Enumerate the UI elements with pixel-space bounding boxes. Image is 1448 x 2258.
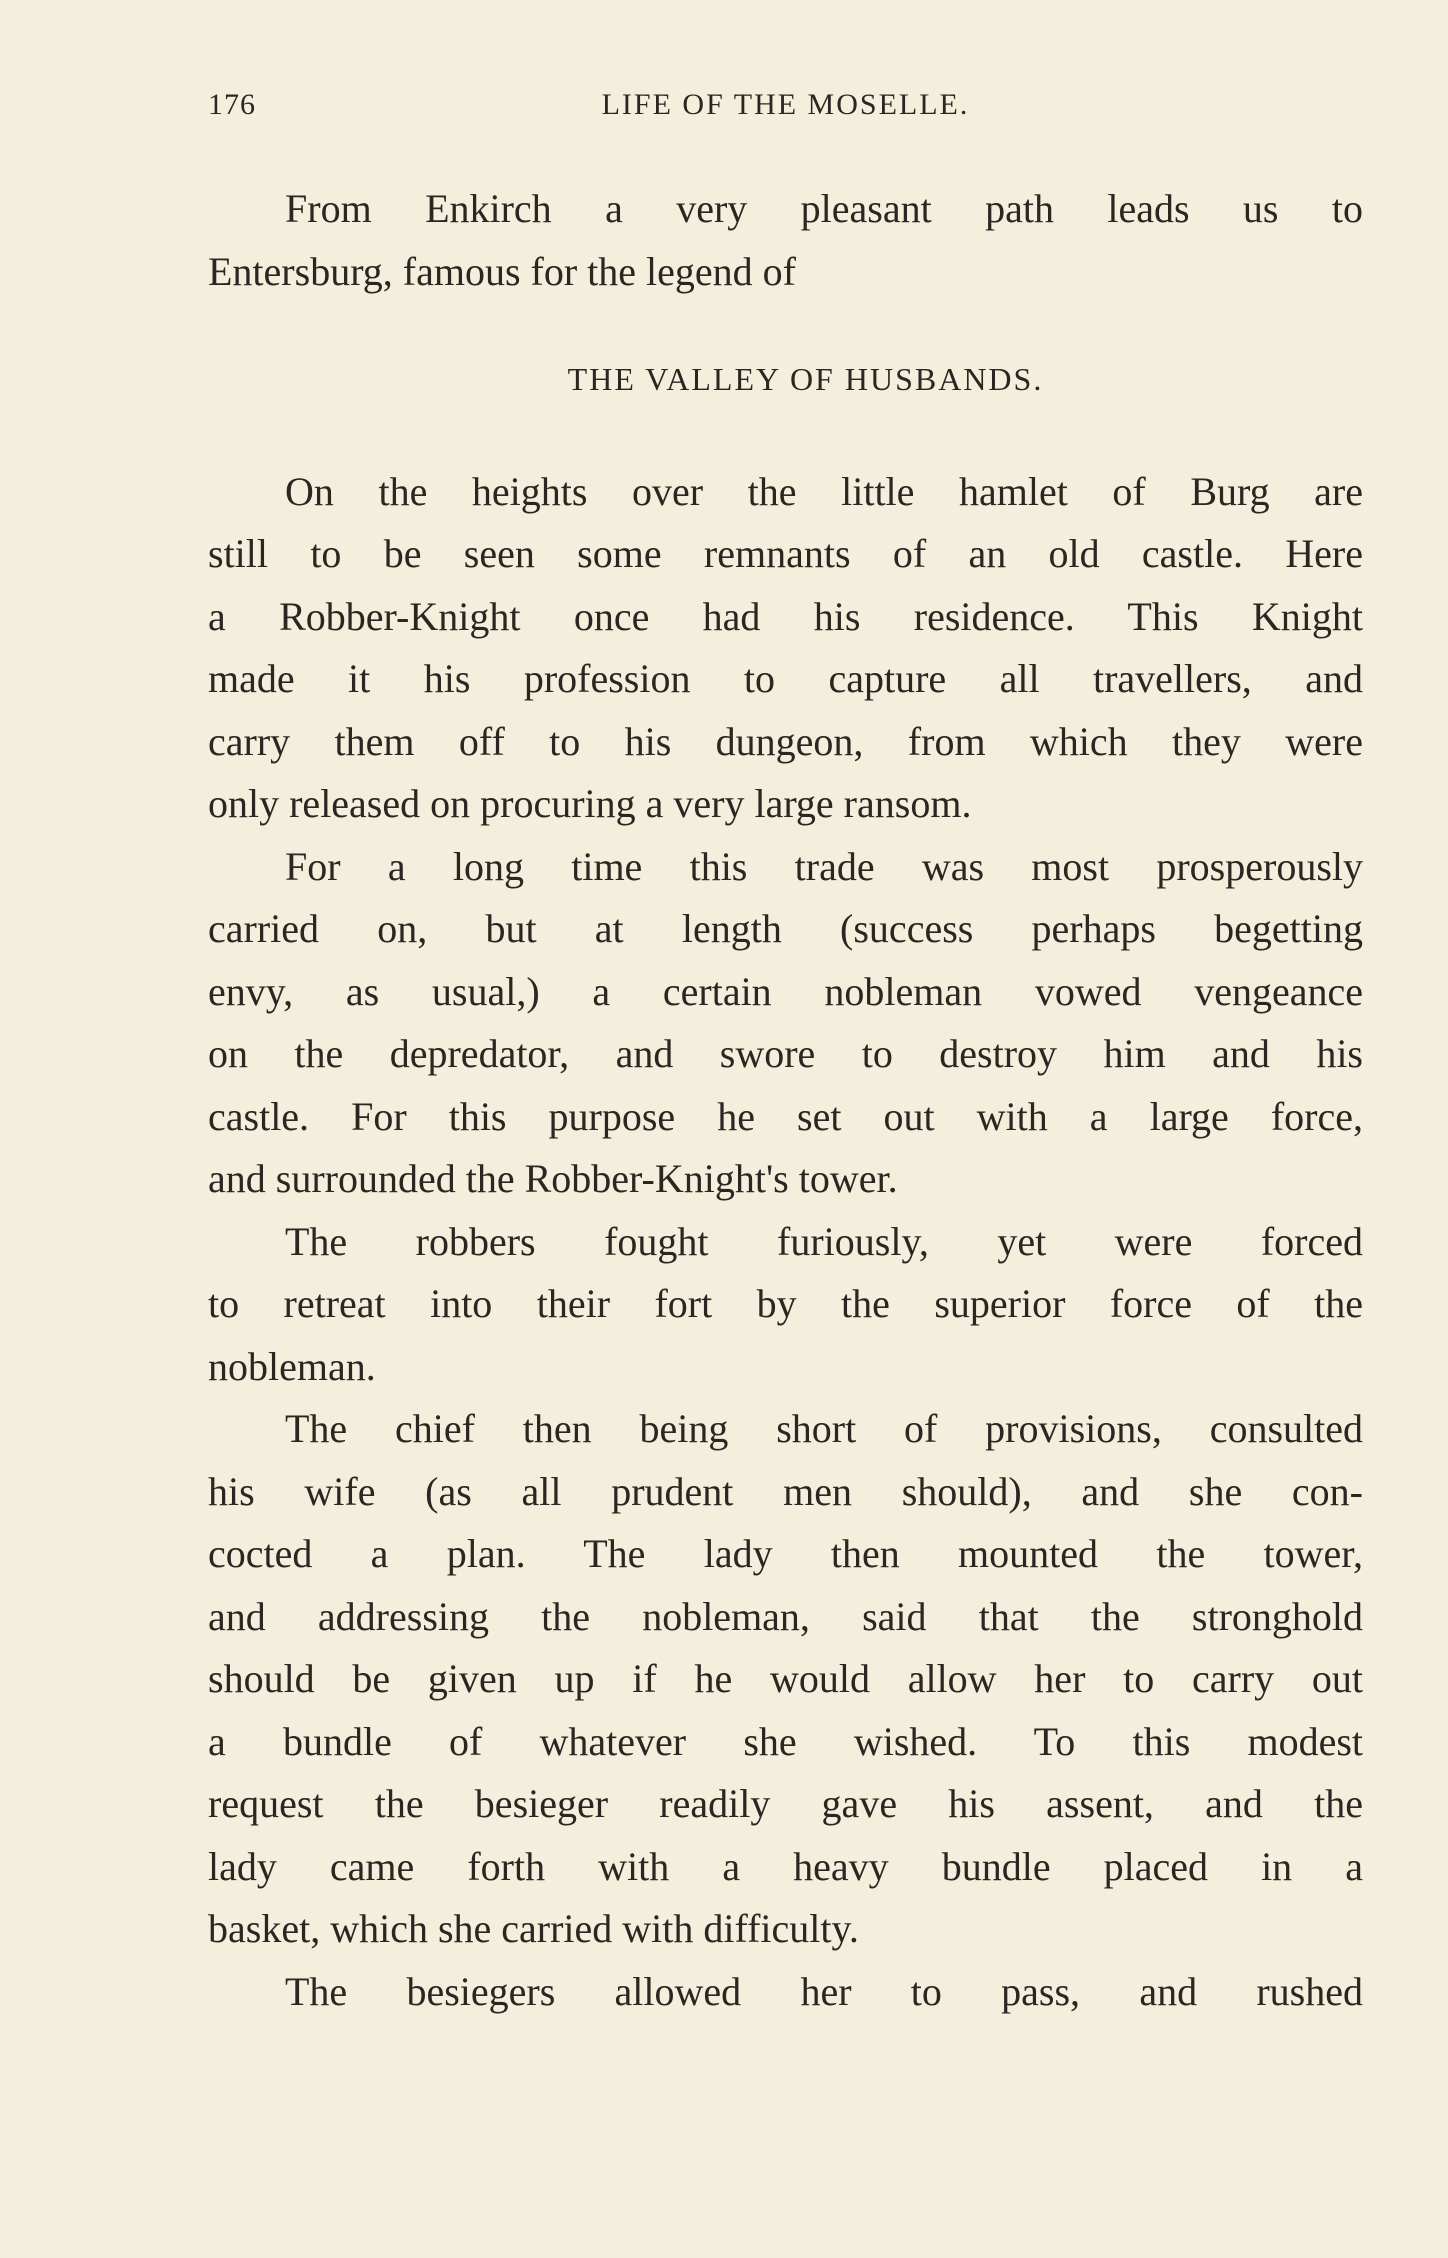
body-line: On the heights over the little hamlet of Burg are: [285, 468, 1363, 514]
body-line: to retreat into their fort by the superior force of the: [208, 1281, 1363, 1326]
section-title: THE VALLEY OF HUSBANDS.: [567, 361, 1044, 397]
body-line: cocted a plan. The lady then mounted the tower,: [208, 1531, 1363, 1576]
body-line: a bundle of whatever she wished. To this modest: [208, 1718, 1363, 1764]
body-line: his wife (as all prudent men should), and she con-: [208, 1468, 1363, 1514]
body-line: carry them off to his dungeon, from which they were: [208, 718, 1363, 764]
page-number: 176: [208, 88, 256, 121]
intro-line: From Enkirch a very pleasant path leads us to: [285, 186, 1363, 231]
body-line: castle. For this purpose he set out with a large force,: [208, 1093, 1363, 1139]
body-line: For a long time this trade was most prosperously: [285, 843, 1363, 889]
text-block: [208, 178, 1363, 2023]
body-line: should be given up if he would allow her to carry out: [208, 1656, 1363, 1701]
body-line: made it his profession to capture all travellers, and: [208, 656, 1363, 701]
body-line: carried on, but at length (success perhaps begetting: [208, 906, 1363, 951]
intro-line: Entersburg, famous for the legend of: [208, 248, 796, 294]
body-line: The besiegers allowed her to pass, and rushed: [285, 1968, 1363, 2014]
running-title: LIFE OF THE MOSELLE.: [601, 88, 970, 121]
body-line: basket, which she carried with difficulty.: [208, 1906, 859, 1951]
body-line: on the depredator, and swore to destroy him and his: [208, 1031, 1363, 1076]
body-line: lady came forth with a heavy bundle placed in a: [208, 1843, 1363, 1889]
body-line: still to be seen some remnants of an old castle. Here: [208, 531, 1363, 576]
body-line: a Robber-Knight once had his residence. This Knight: [208, 593, 1363, 639]
body-line: request the besieger readily gave his assent, and the: [208, 1781, 1363, 1826]
body-line: nobleman.: [208, 1343, 376, 1389]
body-line: only released on procuring a very large ransom.: [208, 781, 972, 826]
body-line: and addressing the nobleman, said that the stronghold: [208, 1593, 1363, 1639]
body-line: and surrounded the Robber-Knight's tower.: [208, 1156, 898, 1201]
running-head: [208, 88, 1363, 138]
body-line: The robbers fought furiously, yet were forced: [285, 1218, 1363, 1264]
body-line: envy, as usual,) a certain nobleman vowed vengeance: [208, 968, 1363, 1014]
body-line: The chief then being short of provisions, consulted: [285, 1406, 1363, 1451]
